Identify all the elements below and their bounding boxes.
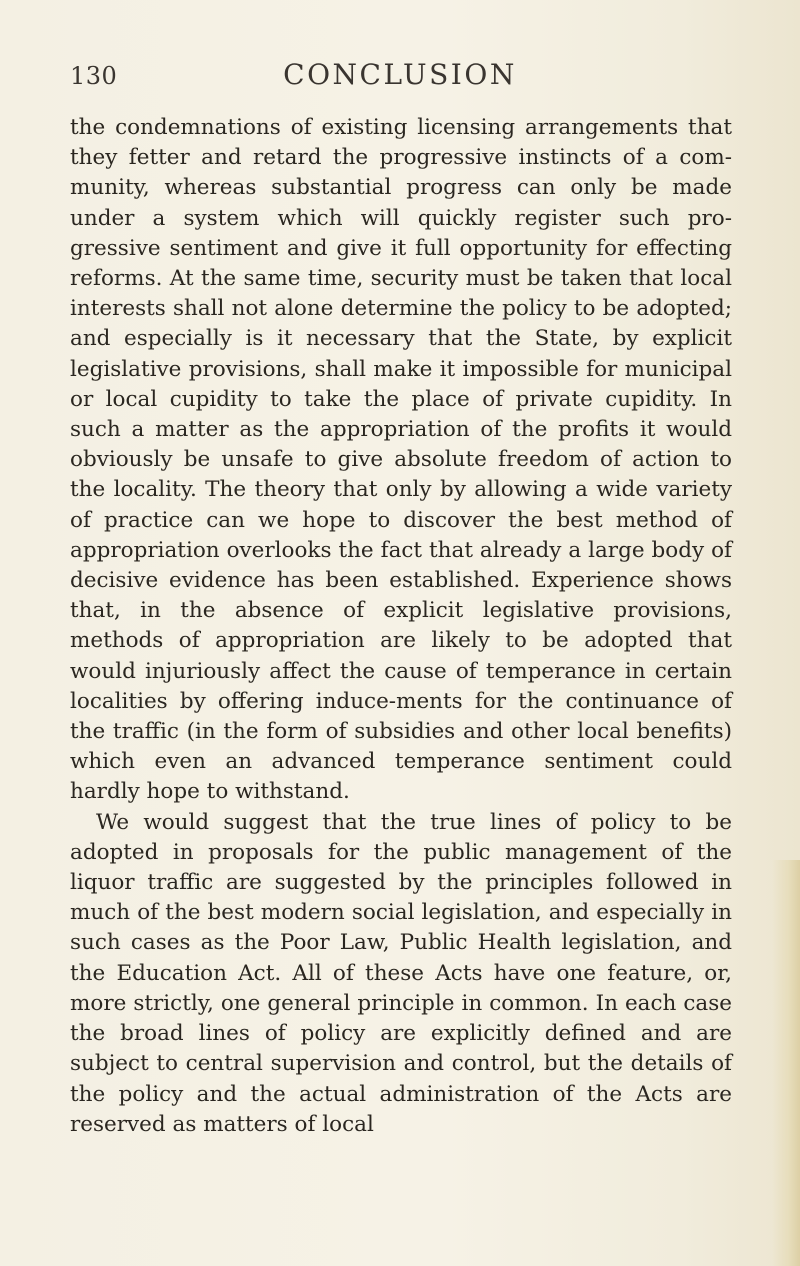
page-edge-stain	[772, 860, 800, 1266]
paragraph-1: the condemnations of existing licensing arrangements that they fetter and retard the progressive instincts of a com-munity, whereas substantial progress can only be made under a system which will quickly register such pro-gressive sentiment and give it full opportunity for effecting reforms. At the same time, security must be taken that local interests shall not alone determine the policy to be adopted; and especially is it necessary that the State, by explicit legislative provisions, shall make it impossible for municipal or local cupidity to take the place of private cupidity. In such a matter as the appropriation of the profits it would obviously be unsafe to give absolute freedom of action to the locality. The theory that only by allowing a wide variety of practice can we hope to discover the best method of appropriation overlooks the fact that already a large body of decisive evidence has been established. Experience shows that, in the absence of explicit legislative provisions, methods of appropriation are likely to be adopted that would injuriously affect the cause of temperance in certain localities by offering induce-ments for the continuance of the traffic (in the form of subsidies and other local benefits) which even an advanced temperance sentiment could hardly hope to withstand.	[70, 115, 732, 805]
page-header	[70, 56, 730, 100]
body-text	[70, 113, 732, 1140]
page-number: 130	[70, 62, 118, 90]
paragraph-2: We would suggest that the true lines of policy to be adopted in proposals for the public management of the liquor traffic are suggested by the principles followed in much of the best modern social legislation, and especially in such cases as the Poor Law, Public Health legislation, and the Education Act. All of these Acts have one feature, or, more strictly, one general principle in common. In each case the broad lines of policy are explicitly defined and are subject to central supervision and control, but the details of the policy and the actual administration of the Acts are reserved as matters of local	[70, 809, 732, 1137]
running-head: CONCLUSION	[283, 58, 517, 91]
